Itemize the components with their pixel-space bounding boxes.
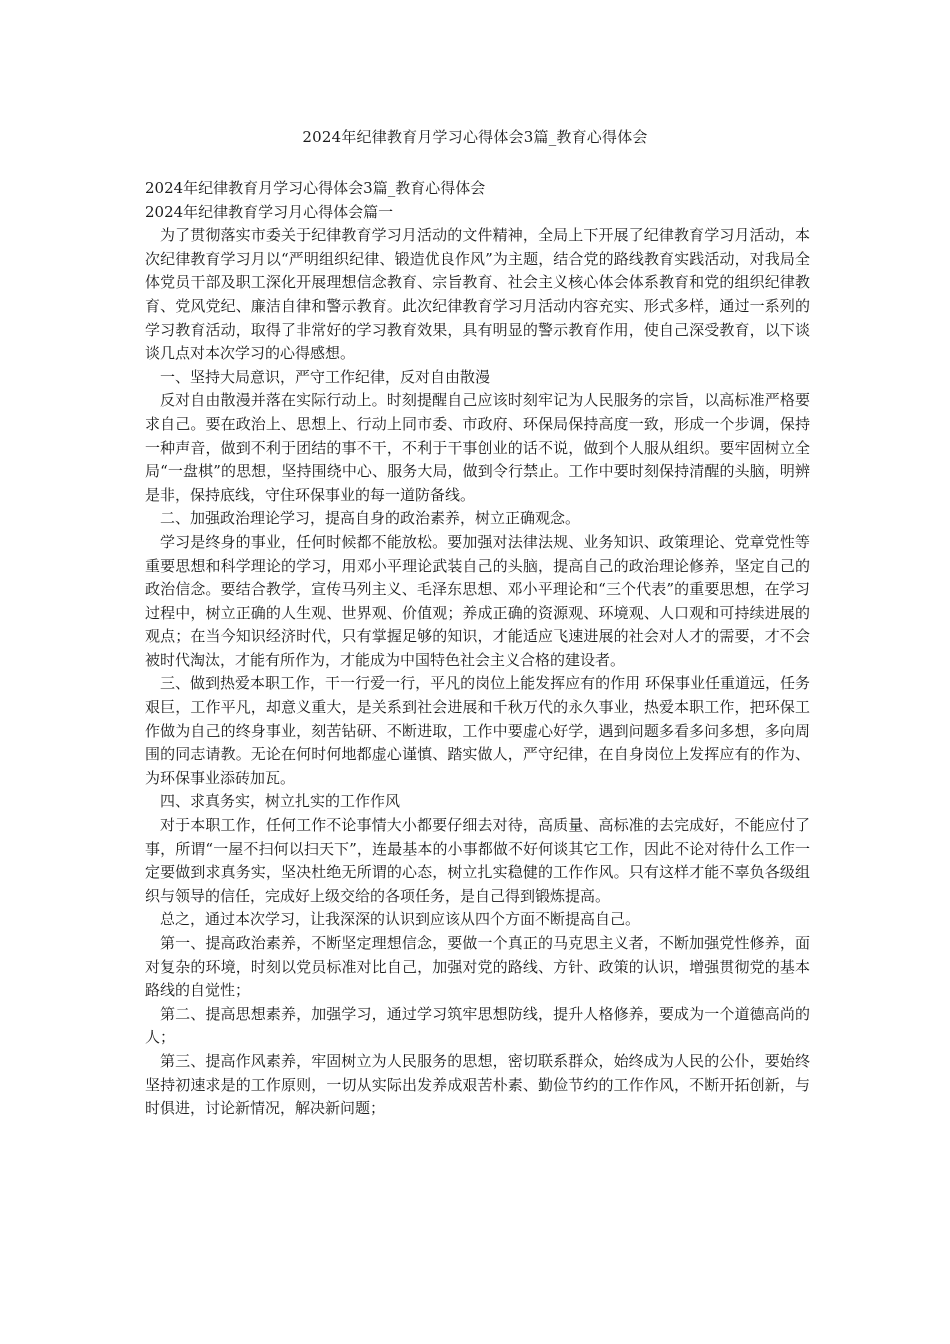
body-paragraph: 反对自由散漫并落在实际行动上。时刻提醒自己应该时刻牢记为人民服务的宗旨，以高标准严格要求自己。要在政治上、思想上、行动上同市委、市政府、环保局保持高度一致，形成一个步调，保持一种声音，做到不利于团结的事不干，不利于干事创业的话不说，做到个人服从组织。要牢固树立全局“一盘棋”的思想，坚持围绕中心、服务大局，做到令行禁止。工作中要时刻保持清醒的头脑，明辨是非，保持底线，守住环保事业的每一道防备线。: [145, 391, 810, 504]
body-paragraph: 总之，通过本次学习，让我深深的认识到应该从四个方面不断提高自己。: [160, 910, 641, 929]
body-paragraph: 2024年纪律教育学习月心得体会篇一: [145, 202, 394, 221]
body-paragraph: 为了贯彻落实市委关于纪律教育学习月活动的文件精神，全局上下开展了纪律教育学习月活动，本次纪律教育学习月以“严明组织纪律、锻造优良作风”为主题，结合党的路线教育实践活动，对我局全体党员干部及职工深化开展理想信念教育、宗旨教育、社会主义核心体会体系教育和党的组织纪律教育、党风党纪、廉洁自律和警示教育。此次纪律教育学习月活动内容充实、形式多样，通过一系列的学习教育活动，取得了非常好的学习教育效果，具有明显的警示教育作用，使自己深受教育，以下谈谈几点对本次学习的心得感想。: [145, 226, 810, 363]
body-paragraph: 三、做到热爱本职工作，干一行爱一行，平凡的岗位上能发挥应有的作用 环保事业任重道远，任务艰巨，工作平凡，却意义重大，是关系到社会进展和千秋万代的永久事业，热爱本职工作，把环保工作做为自己的终身事业，刻苦钻研、不断进取，工作中要虚心好学，遇到问题多看多问多想，多向周围的同志请教。无论在何时何地都虚心谨慎、踏实做人，严守纪律，在自身岗位上发挥应有的作为、为环保事业添砖加瓦。: [145, 674, 810, 787]
body-paragraph: 第一、提高政治素养，不断坚定理想信念，要做一个真正的马克思主义者，不断加强党性修养，面对复杂的环境，时刻以党员标准对比自己，加强对党的路线、方针、政策的认识，增强贯彻党的基本路线的自觉性；: [145, 934, 810, 1000]
body-paragraph: 对于本职工作，任何工作不论事情大小都要仔细去对待，高质量、高标准的去完成好，不能应付了事，所谓“一屋不扫何以扫天下”，连最基本的小事都做不好何谈其它工作，因此不论对待什么工作一定要做到求真务实，坚决杜绝无所谓的心态，树立扎实稳健的工作作风。只有这样才能不辜负各级组织与领导的信任，完成好上级交给的各项任务，是自己得到锻炼提高。: [145, 816, 810, 905]
body-paragraph: 第二、提高思想素养，加强学习，通过学习筑牢思想防线，提升人格修养，要成为一个道德高尚的人；: [145, 1004, 810, 1047]
document-body: [145, 177, 810, 1121]
body-paragraph: 2024年纪律教育月学习心得体会3篇_教育心得体会: [145, 179, 486, 197]
document-title: 2024年纪律教育月学习心得体会3篇_教育心得体会: [302, 128, 648, 146]
body-paragraph: 学习是终身的事业，任何时候都不能放松。要加强对法律法规、业务知识、政策理论、党章党性等重要思想和科学理论的学习，用邓小平理论武装自己的头脑，提高自己的政治理论修养，坚定自己的政治信念。要结合教学，宣传马列主义、毛泽东思想、邓小平理论和“三个代表”的重要思想，在学习过程中，树立正确的人生观、世界观、价值观；养成正确的资源观、环境观、人口观和可持续进展的观点；在当今知识经济时代，只有掌握足够的知识，才能适应飞速进展的社会对人才的需要，才不会被时代淘汰，才能有所作为，才能成为中国特色社会主义合格的建设者。: [145, 532, 810, 669]
body-paragraph: 四、求真务实，树立扎实的工作作风: [160, 792, 401, 811]
body-paragraph: 二、加强政治理论学习，提高自身的政治素养，树立正确观念。: [160, 509, 581, 528]
body-paragraph: 第三、提高作风素养，牢固树立为人民服务的思想，密切联系群众，始终成为人民的公仆，要始终坚持初速求是的工作原则，一切从实际出发养成艰苦朴素、勤俭节约的工作作风，不断开拓创新，与时俱进，讨论新情况，解决新问题；: [145, 1051, 810, 1118]
body-paragraph: 一、坚持大局意识，严守工作纪律，反对自由散漫: [160, 367, 491, 386]
